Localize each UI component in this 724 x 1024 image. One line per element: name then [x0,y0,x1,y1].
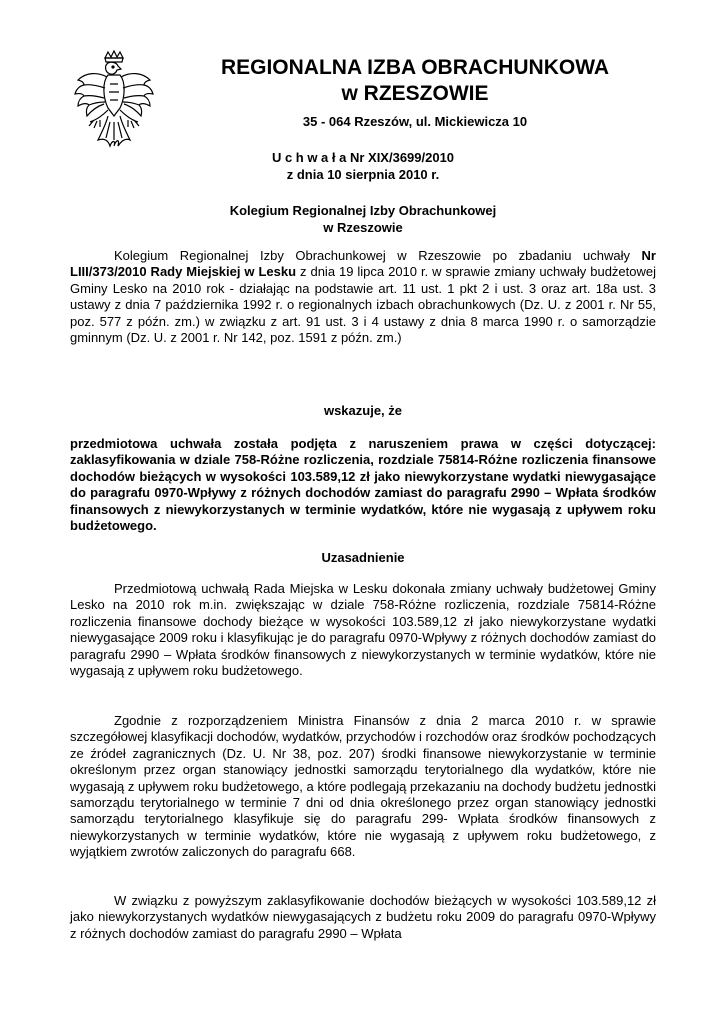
justification-heading: Uzasadnienie [321,550,405,565]
org-address: 35 - 064 Rzeszów, ul. Mickiewicza 10 [302,114,528,129]
paragraph-3-text: W związku z powyższym zaklasyfikowanie dochodów bieżących w wysokości 103.589,12 zł jako niewykorzystanych wydatków niewygasających z budżetu roku 2009 do paragrafu 0970-Wpływy z różnych dochodów zamiast do paragrafu 2990 – Wpłata [70,893,656,941]
paragraph-1-text: Przedmiotową uchwałą Rada Miejska w Lesku dokonała zmiany uchwały budżetowej Gminy Lesko na 2010 rok m.in. zwiększając w dziale 758-Różne rozliczenia, rozdziale 75814-Różne rozliczenia finansowe dochody bieżące w wysokości 103.589,12 zł jako niewykorzystane wydatki niewygasające 2009 roku i klasyfikując je do paragrafu 0970-Wpływy z różnych dochodów zamiast do paragrafu 2990 – Wpłata środków finansowych z niewykorzystanych w terminie wydatków, które nie wygasają z upływem roku budżetowego. [70,581,656,679]
college-city: w Rzeszowie [323,220,403,235]
justification-paragraph-3 [70,893,656,942]
org-name: REGIONALNA IZBA OBRACHUNKOWA [220,56,610,79]
org-city: w RZESZOWIE [341,82,489,105]
intro-text-bold: Nr LIII/373/2010 Rady Miejskiej w Lesku [70,248,656,280]
college-name: Kolegium Regionalnej Izby Obrachunkowej [229,203,497,218]
paragraph-2-text: Zgodnie z rozporządzeniem Ministra Finansów z dnia 2 marca 2010 r. w sprawie szczegółowej klasyfikacji dochodów, wydatków, przychodów i rozchodów oraz środków pochodzących ze źródeł zagranicznych (Dz. U. Nr 38, poz. 207) środki finansowe niewykorzystanie w terminie określonym przez organ stanowiący jednostki samorządu terytorialnego dla wydatków, które nie wygasają z upływem roku budżetowego, a które podlegają przekazaniu na dochody budżetu jednostki samorządu terytorialnego w terminie 7 dni od dnia określonego przez organ stanowiący jednostki samorządu terytorialnego klasyfikuje się do paragrafu 299- Wpłata środków finansowych z niewykorzystanych w terminie wydatków, które nie wygasają z upływem roku budżetowego, z wyjątkiem zwrotów zaliczonych do paragrafu 668. [70,713,657,860]
finding-paragraph: przedmiotowa uchwała została podjęta z naruszeniem prawa w części dotyczącej: zaklasyfikowania w dziale 758-Różne rozliczenia, rozdziale 75814-Różne rozliczenia finansowe dochodów bieżących w wysokości 103.589,12 zł jako niewykorzystane wydatki niewygasające do paragrafu 0970-Wpływy z różnych dochodów zamiast do paragrafu 2990 – Wpłata środków finansowych z niewykorzystanych w terminie wydatków, które nie wygasają z upływem roku budżetowego. [70,436,656,534]
justification-paragraph-2 [70,713,656,861]
resolution-date: z dnia 10 sierpnia 2010 r. [286,167,440,182]
resolution-title: U c h w a ł a Nr XIX/3699/2010 [271,150,455,165]
indicates-heading: wskazuje, że [323,403,403,418]
justification-paragraph-1 [70,581,656,679]
white-eagle-emblem-icon [72,50,156,150]
intro-text-1: Kolegium Regionalnej Izby Obrachunkowej w Rzeszowie po zbadaniu uchwały [114,248,642,263]
intro-text-2: z dnia 19 lipca 2010 r. w sprawie zmiany uchwały budżetowej Gminy Lesko na 2010 rok - działając na podstawie art. 11 ust. 1 pkt 2 i ust. 3 oraz art. 18a ust. 3 ustawy z dnia 7 października 1992 r. o regionalnych izbach obrachunkowych (Dz. U. z 2001 r. Nr 55, poz. 577 z późn. zm.) w związku z art. 91 ust. 3 i 4 ustawy z dnia 8 marca 1990 r. o samorządzie gminnym (Dz. U. z 2001 r. Nr 142, poz. 1591 z późn. zm.) [70,264,656,346]
intro-paragraph [70,248,656,346]
